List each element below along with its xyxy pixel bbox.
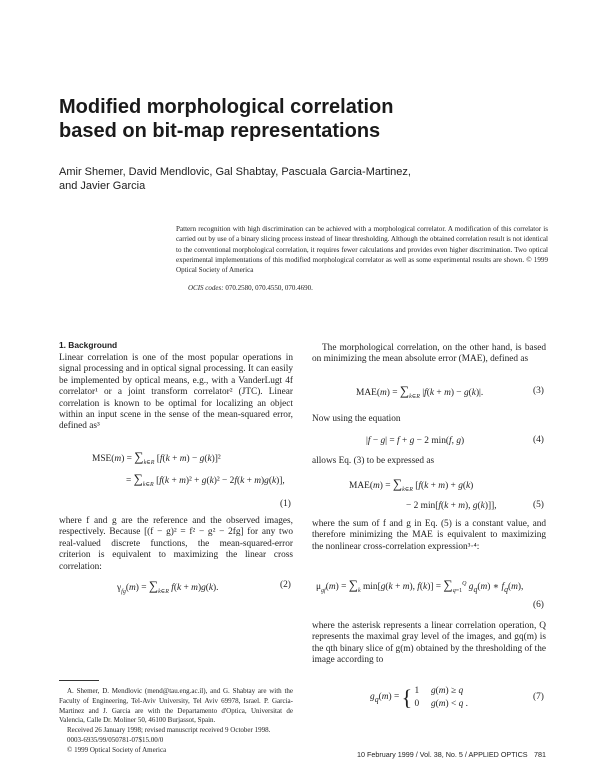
equation-7-number: (7) [533, 692, 544, 702]
footnote-rule [59, 680, 99, 681]
equation-6-number: (6) [533, 600, 544, 610]
left-paragraph-2: where f and g are the reference and the observed images, respectively. Because [(f − g)² = f² − g² − 2fg] for any two real-valued discrete functions, the mean-squared-error criterion is equivalent to maximizing the linear cross correlation: [59, 516, 293, 572]
equation-2: $\gamma_{fg}(m) = \sum_{k\in R}$ f(k + m)g(k). [117, 578, 219, 595]
equation-7: $g_q(m)$ = { 1 g(m) ≥ q 0 g(m) < q . [370, 685, 469, 710]
section-heading: 1. Background [59, 340, 118, 350]
right-paragraph-4: where the sum of f and g in Eq. (5) is a constant value, and therefore minimizing the MAE is equivalent to maximizing the nonlinear cross-correlation expression³·⁴: [312, 519, 546, 552]
received-note: Received 26 January 1998; revised manuscript received 9 October 1998. [67, 726, 271, 735]
equation-1-number: (1) [280, 499, 291, 509]
left-paragraph-1: Linear correlation is one of the most popular operations in signal processing and in optical signal processing. It can easily be implemented by optical means, e.g., with a VanderLugt 4f correlator¹ or a joint transform correlator² (JTC). Linear correlation is known to be optimal for localizing an object within an input scene in the sense of the mean-squared error, defined as³ [59, 353, 293, 432]
journal-footer: 10 February 1999 / Vol. 38, No. 5 / APPLIED OPTICS [357, 750, 528, 759]
title-line-2: based on bit-map representations [59, 120, 381, 142]
right-paragraph-3: allows Eq. (3) to be expressed as [312, 456, 435, 466]
equation-2-number: (2) [280, 580, 291, 590]
ocis-label: OCIS codes: [188, 284, 224, 292]
ocis-codes [188, 283, 313, 293]
author-list: Amir Shemer, David Mendlovic, Gal Shabtay, Pascuala Garcia-Martinez, and Javier Garcia [59, 166, 411, 192]
equation-5-line-2: − 2 min[f(k + m), g(k)]], [406, 501, 497, 511]
right-paragraph-1: The morphological correlation, on the other hand, is based on minimizing the mean absolute error (MAE), defined as [312, 343, 546, 365]
right-paragraph-5: where the asterisk represents a linear correlation operation, Q represents the maximal gray level of the images, and gq(m) is the qth binary slice of g(m) obtained by the thresholding of the image according to [312, 621, 546, 666]
equation-4-number: (4) [533, 435, 544, 445]
title-line-1: Modified morphological correlation [59, 96, 394, 118]
page-number: 781 [534, 750, 546, 759]
affiliation-note: A. Shemer, D. Mendlovic (mend@tau.eng.ac.il), and G. Shabtay are with the Faculty of Engineering, Tel-Aviv University, Tel Aviv 69978, Israel. P. Garcia-Martinez and J. Garcia are with the Departamento d'Optica, Universitat de Valencia, Calle Dr. Moliner 50, 46100 Burjassot, Spain. [59, 687, 293, 725]
equation-3-number: (3) [533, 386, 544, 396]
equation-1-line-2: = $\sum_{k\in R}$ [f(k + m)² + g(k)² − 2f(k + m)g(k)], [126, 471, 285, 488]
equation-5: $MAE(m) = \sum_{k\in R}$ [f(k + m) + g(k) [349, 476, 474, 493]
article-title [59, 95, 479, 143]
equation-4: |f − g| = f + g − 2 min(f, g) [366, 436, 465, 446]
copyright-note: © 1999 Optical Society of America [67, 745, 167, 754]
equation-5-number: (5) [533, 500, 544, 510]
equation-3: $MAE(m) = \sum_{k\in R}$ |f(k + m) − g(k)|. [356, 383, 484, 400]
right-paragraph-2: Now using the equation [312, 414, 401, 424]
ocis-values: 070.2580, 070.4550, 070.4690. [225, 284, 313, 292]
footnotes [59, 687, 293, 756]
issn-note: 0003-6935/99/050781-07$15.00/0 [67, 735, 164, 744]
equation-1: $MSE(m) = \sum_{k\in R}$ [f(k + m) − g(k)]² [92, 449, 221, 466]
equation-6: $\mu_{gf}(m) = \sum_k$ min[g(k + m), $f(k)] = \sum_{q=1}^Q$ $g_q(m)$ ∗ $f_q(m)$, [316, 577, 524, 594]
abstract: Pattern recognition with high discrimination can be achieved with a morphological correlator. A modification of this correlator is carried out by use of a binary slicing process instead of linear thresholding. Although the obtained correlation result is not identical to the conventional morphological correlation, it requires fewer calculations and provides even higher discrimination. Two optical experimental implementations of this modified morphological correlator as well as some experimental results are shown. © 1999 Optical Society of America [176, 225, 548, 275]
